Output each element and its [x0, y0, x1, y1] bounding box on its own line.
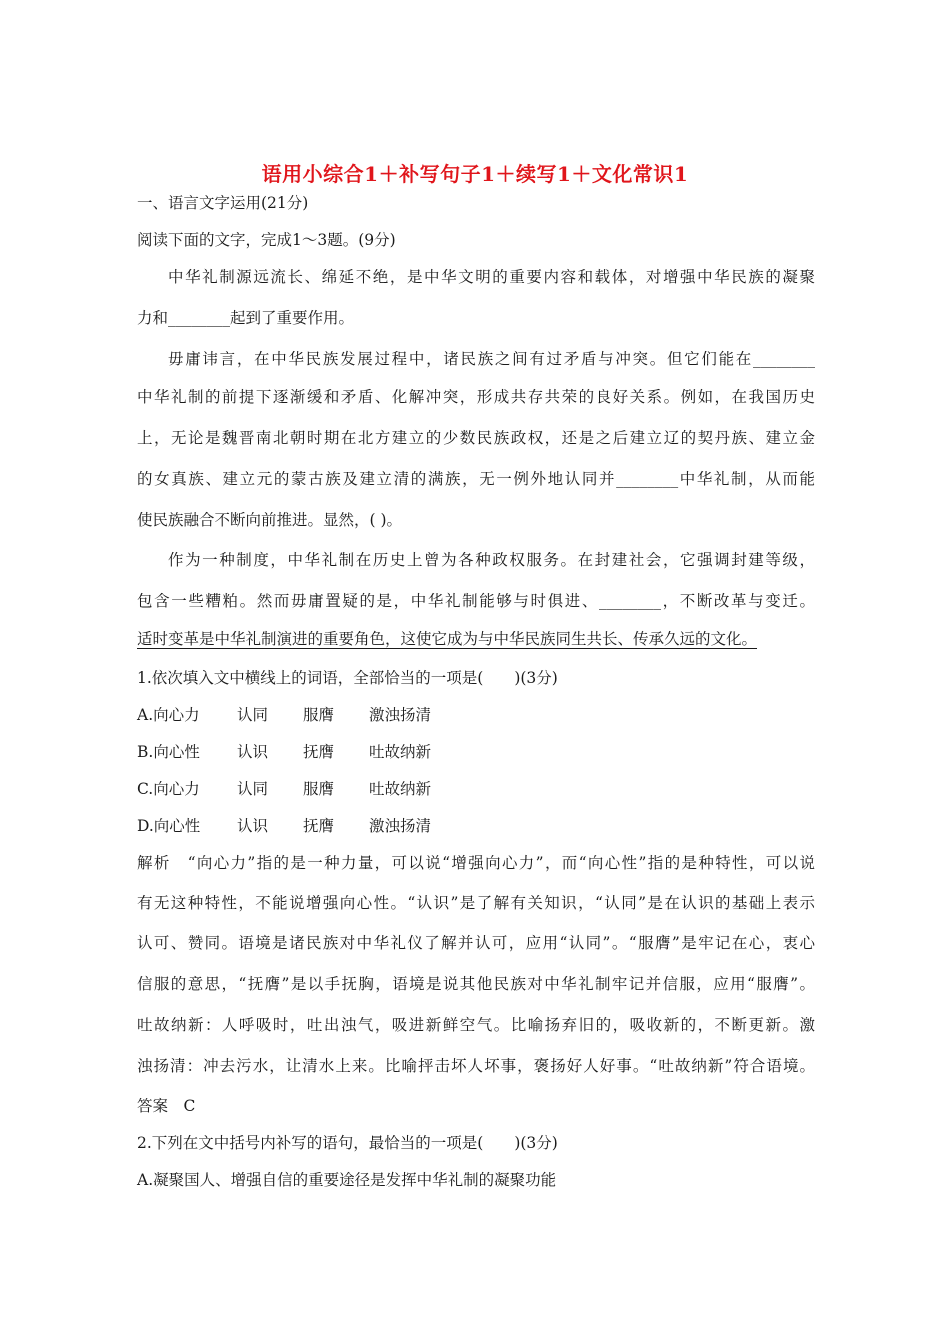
page-title: 语用小综合1＋补写句子1＋续写1＋文化常识1 [261, 162, 689, 186]
option-b: B.向心性 认识 抚膺 吐故纳新 [137, 743, 432, 761]
section-heading: 一、语言文字运用(21分) [137, 194, 309, 212]
passage-line: 中华礼制源远流长、绵延不绝，是中华文明的重要内容和载体，对增强中华民族的凝聚 [168, 268, 815, 286]
underlined-sentence: 适时变革是中华礼制演进的重要角色，这使它成为与中华民族同生共长、传承久远的文化。 [137, 630, 758, 648]
analysis-line: 信服的意思，“抚膺”是以手抚胸，语境是说其他民族对中华礼制牢记并信服，应用“服膺”。 [137, 975, 815, 993]
passage-line: 包含一些糟粕。然而毋庸置疑的是，中华礼制能够与时俱进、________，不断改革与变迁。 [137, 592, 815, 610]
question-2-stem: 2.下列在文中括号内补写的语句，最恰当的一项是( )(3分) [137, 1134, 558, 1152]
option-d: D.向心性 认识 抚膺 激浊扬清 [137, 817, 432, 835]
passage-line: 使民族融合不断向前推进。显然，( )。 [137, 511, 403, 529]
analysis-line: 解析 “向心力”指的是一种力量，可以说“增强向心力”，而“向心性”指的是种特性，可以说 [137, 854, 815, 872]
passage-line: 中华礼制的前提下逐渐缓和矛盾、化解冲突，形成共存共荣的良好关系。例如，在我国历史 [137, 388, 815, 406]
analysis-line: 认可、赞同。语境是诸民族对中华礼仪了解并认可，应用“认同”。“服膺”是牢记在心，衷心 [137, 934, 815, 952]
analysis-line: 有无这种特性，不能说增强向心性。“认识”是了解有关知识，“认同”是在认识的基础上表示 [137, 894, 815, 912]
option-a: A.向心力 认同 服膺 激浊扬清 [137, 706, 432, 724]
option-c: C.向心力 认同 服膺 吐故纳新 [137, 780, 432, 798]
analysis-line: 吐故纳新：人呼吸时，吐出浊气，吸进新鲜空气。比喻扬弃旧的，吸收新的，不断更新。激 [137, 1016, 815, 1034]
passage-line: 的女真族、建立元的蒙古族及建立清的满族，无一例外地认同并________中华礼制，从而能 [137, 470, 815, 488]
passage-line: 力和________起到了重要作用。 [137, 309, 355, 327]
question-1-stem: 1.依次填入文中横线上的词语，全部恰当的一项是( )(3分) [137, 669, 558, 687]
passage-line: 上，无论是魏晋南北朝时期在北方建立的少数民族政权，还是之后建立辽的契丹族、建立金 [137, 429, 815, 447]
reading-instruction: 阅读下面的文字，完成1～3题。(9分) [137, 231, 396, 249]
passage-line: 毋庸讳言，在中华民族发展过程中，诸民族之间有过矛盾与冲突。但它们能在________ [168, 350, 815, 368]
question-2-option-a: A.凝聚国人、增强自信的重要途径是发挥中华礼制的凝聚功能 [137, 1171, 557, 1189]
answer: 答案 C [137, 1097, 196, 1115]
passage-line: 作为一种制度，中华礼制在历史上曾为各种政权服务。在封建社会，它强调封建等级， [168, 551, 815, 569]
analysis-line: 浊扬清：冲去污水，让清水上来。比喻抨击坏人坏事，褒扬好人好事。“吐故纳新”符合语境。 [137, 1057, 815, 1075]
